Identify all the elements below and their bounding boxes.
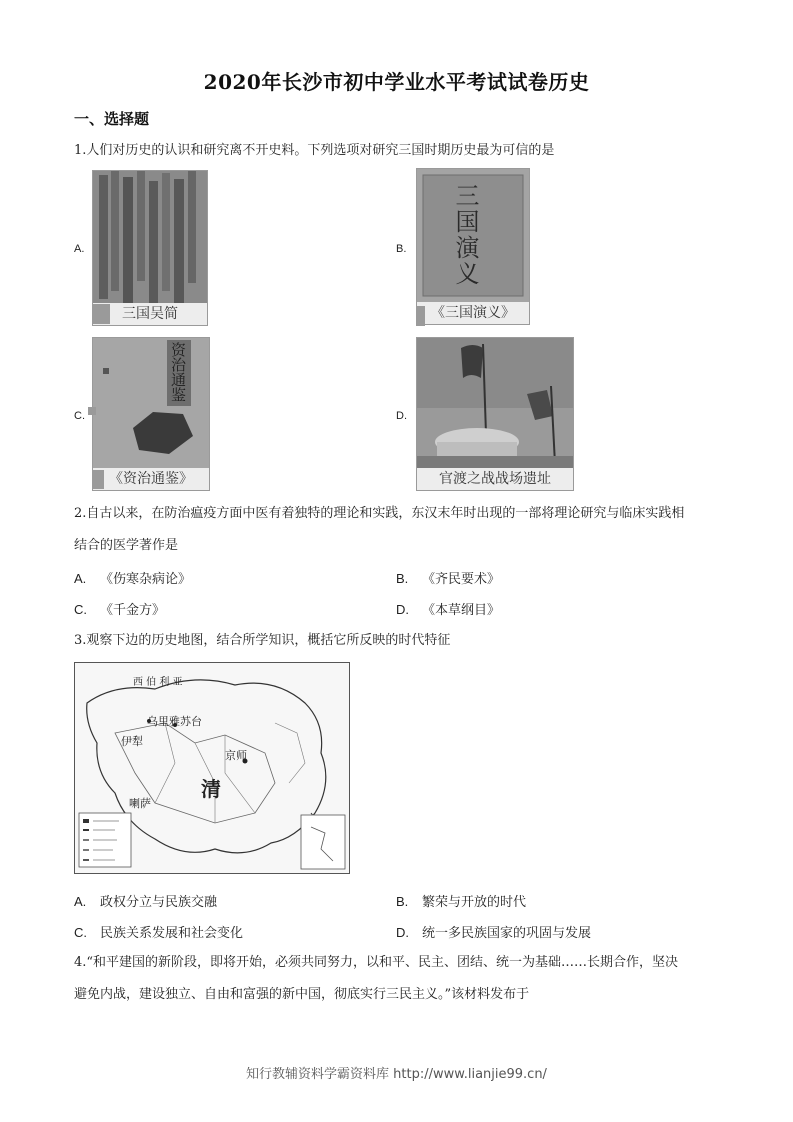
q1-option-b-caption: 《三国演义》 bbox=[417, 302, 529, 324]
map-label-yili: 伊犁 bbox=[121, 735, 143, 748]
q3-option-a[interactable]: A. 政权分立与民族交融 bbox=[74, 894, 218, 910]
map-label-uliyasutai: 乌里雅苏台 bbox=[147, 715, 202, 728]
q1-option-c-image[interactable] bbox=[92, 337, 210, 491]
q3-option-d[interactable]: D. 统一多民族国家的巩固与发展 bbox=[396, 925, 592, 941]
question-3-stem: 3.观察下边的历史地图，结合所学知识，概括它所反映的时代特征 bbox=[74, 633, 451, 648]
question-4-stem-line-1: 4.“和平建国的新阶段，即将开始，必须共同努力，以和平、民主、团结、统一为基础……长期合作，坚决 bbox=[74, 955, 679, 970]
question-2-stem-line-1: 2.自古以来，在防治瘟疫方面中医有着独特的理论和实践，东汉末年时出现的一部将理论研究与临床实践相 bbox=[74, 506, 685, 521]
q2-option-b[interactable]: B. 《齐民要术》 bbox=[396, 571, 501, 587]
q2-option-a[interactable]: A. 《伤寒杂病论》 bbox=[74, 571, 192, 587]
battlefield-site-illustration bbox=[417, 338, 573, 468]
map-label-capital: 京师 bbox=[225, 749, 247, 762]
scan-mark bbox=[88, 407, 96, 415]
map-label-lhasa: 喇萨 bbox=[129, 797, 151, 810]
q1-option-b-letter[interactable]: B. bbox=[396, 243, 407, 255]
q1-option-c-caption: 《资治通鉴》 bbox=[93, 468, 209, 490]
scan-mark bbox=[92, 470, 104, 489]
question-2-stem-line-2: 结合的医学著作是 bbox=[74, 538, 179, 553]
q2-option-c[interactable]: C. 《千金方》 bbox=[74, 602, 166, 618]
q3-option-c[interactable]: C. 民族关系发展和社会变化 bbox=[74, 925, 244, 941]
footer-source: 知行教辅资料学霸资料库 http://www.lianjie99.cn/ bbox=[246, 1067, 547, 1082]
q1-option-a-image[interactable] bbox=[92, 170, 208, 326]
question-4-stem-line-2: 避免内战，建设独立、自由和富强的新中国，彻底实行三民主义。”该材料发布于 bbox=[74, 987, 530, 1002]
scan-mark bbox=[416, 306, 425, 326]
q1-option-c-cover-title: 资治通鉴 bbox=[169, 342, 187, 402]
q2-option-d[interactable]: D. 《本草纲目》 bbox=[396, 602, 501, 618]
q1-option-a-letter[interactable]: A. bbox=[74, 243, 85, 255]
section-heading: 一、选择题 bbox=[74, 110, 150, 128]
q1-option-a-caption: 三国吴简 bbox=[93, 303, 207, 325]
q1-option-b-cover-title: 三国演义 bbox=[451, 183, 479, 287]
q3-option-b[interactable]: B. 繁荣与开放的时代 bbox=[396, 894, 527, 910]
book-and-seal-illustration bbox=[93, 338, 209, 468]
map-label-qing: 清 bbox=[201, 777, 221, 801]
qing-dynasty-map bbox=[74, 662, 350, 874]
map-outline-illustration bbox=[75, 663, 349, 873]
bamboo-slips-illustration bbox=[93, 171, 207, 303]
q1-option-d-letter[interactable]: D. bbox=[396, 410, 407, 422]
q1-option-d-image[interactable] bbox=[416, 337, 574, 491]
page-title: 2020年长沙市初中学业水平考试试卷历史 bbox=[203, 70, 590, 94]
q1-option-b-image[interactable] bbox=[416, 168, 530, 325]
question-1-stem: 1.人们对历史的认识和研究离不开史料。下列选项对研究三国时期历史最为可信的是 bbox=[74, 143, 555, 158]
map-label-siberia: 西 伯 利 亚 bbox=[133, 677, 183, 688]
scan-mark bbox=[92, 304, 110, 324]
q1-option-c-letter[interactable]: C. bbox=[74, 410, 85, 422]
q1-option-d-caption: 官渡之战战场遗址 bbox=[417, 468, 573, 490]
